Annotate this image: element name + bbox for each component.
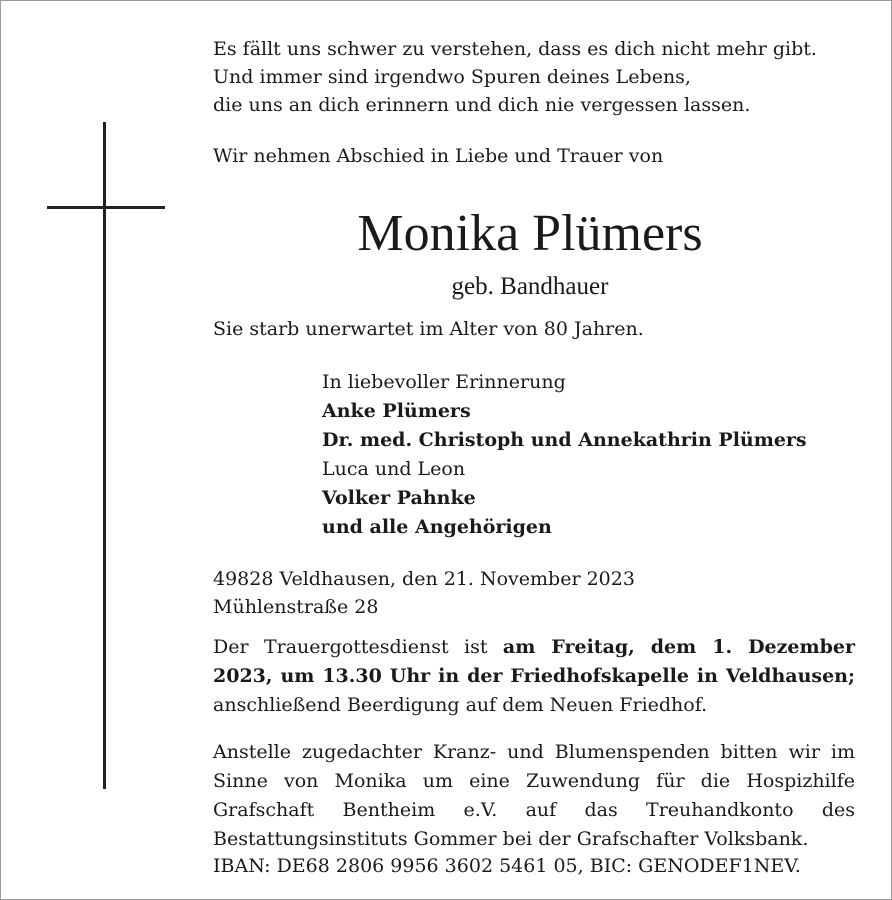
family-member: und alle Angehörigen (322, 516, 552, 538)
service-prefix: Der Trauergottesdienst ist (213, 636, 503, 658)
poem-line-3: die uns an dich erinnern und dich nie vergessen lassen. (213, 94, 751, 116)
place-date: 49828 Veldhausen, den 21. November 2023 (213, 568, 635, 590)
street-address: Mühlenstraße 28 (213, 596, 379, 618)
farewell-intro: Wir nehmen Abschied in Liebe und Trauer von (213, 145, 664, 167)
birth-name: geb. Bandhauer (451, 273, 609, 300)
family-member: Dr. med. Christoph und Annekathrin Plümers (322, 429, 807, 451)
service-suffix: anschließend Beerdigung auf dem Neuen Friedhof. (213, 694, 708, 716)
service-paragraph (213, 633, 855, 720)
family-member: Anke Plümers (322, 400, 471, 422)
bank-details: IBAN: DE68 2806 9956 3602 5461 05, BIC: GENODEF1NEV. (213, 855, 801, 877)
poem-line-2: Und immer sind irgendwo Spuren deines Lebens, (213, 66, 691, 88)
family-member: Luca und Leon (322, 458, 466, 480)
deceased-name: Monika Plümers (357, 205, 703, 262)
age-line: Sie starb unerwartet im Alter von 80 Jahren. (213, 318, 644, 340)
service-date-location: am Freitag, dem 1. Dezember 2023, um 13.30 Uhr in der Friedhofskapelle in Veldhausen; (213, 636, 856, 687)
poem-line-1: Es fällt uns schwer zu verstehen, dass es dich nicht mehr gibt. (213, 38, 817, 60)
donation-paragraph: Anstelle zugedachter Kranz- und Blumenspenden bitten wir im Sinne von Monika um eine Zuwendung für die Hospizhilfe Grafschaft Bentheim e.V. auf das Treuhandkonto des Bestattungsinstituts Gommer bei der Grafschafter Volksbank. (213, 741, 855, 850)
family-member: Volker Pahnke (322, 487, 476, 509)
family-intro: In liebevoller Erinnerung (322, 371, 566, 393)
